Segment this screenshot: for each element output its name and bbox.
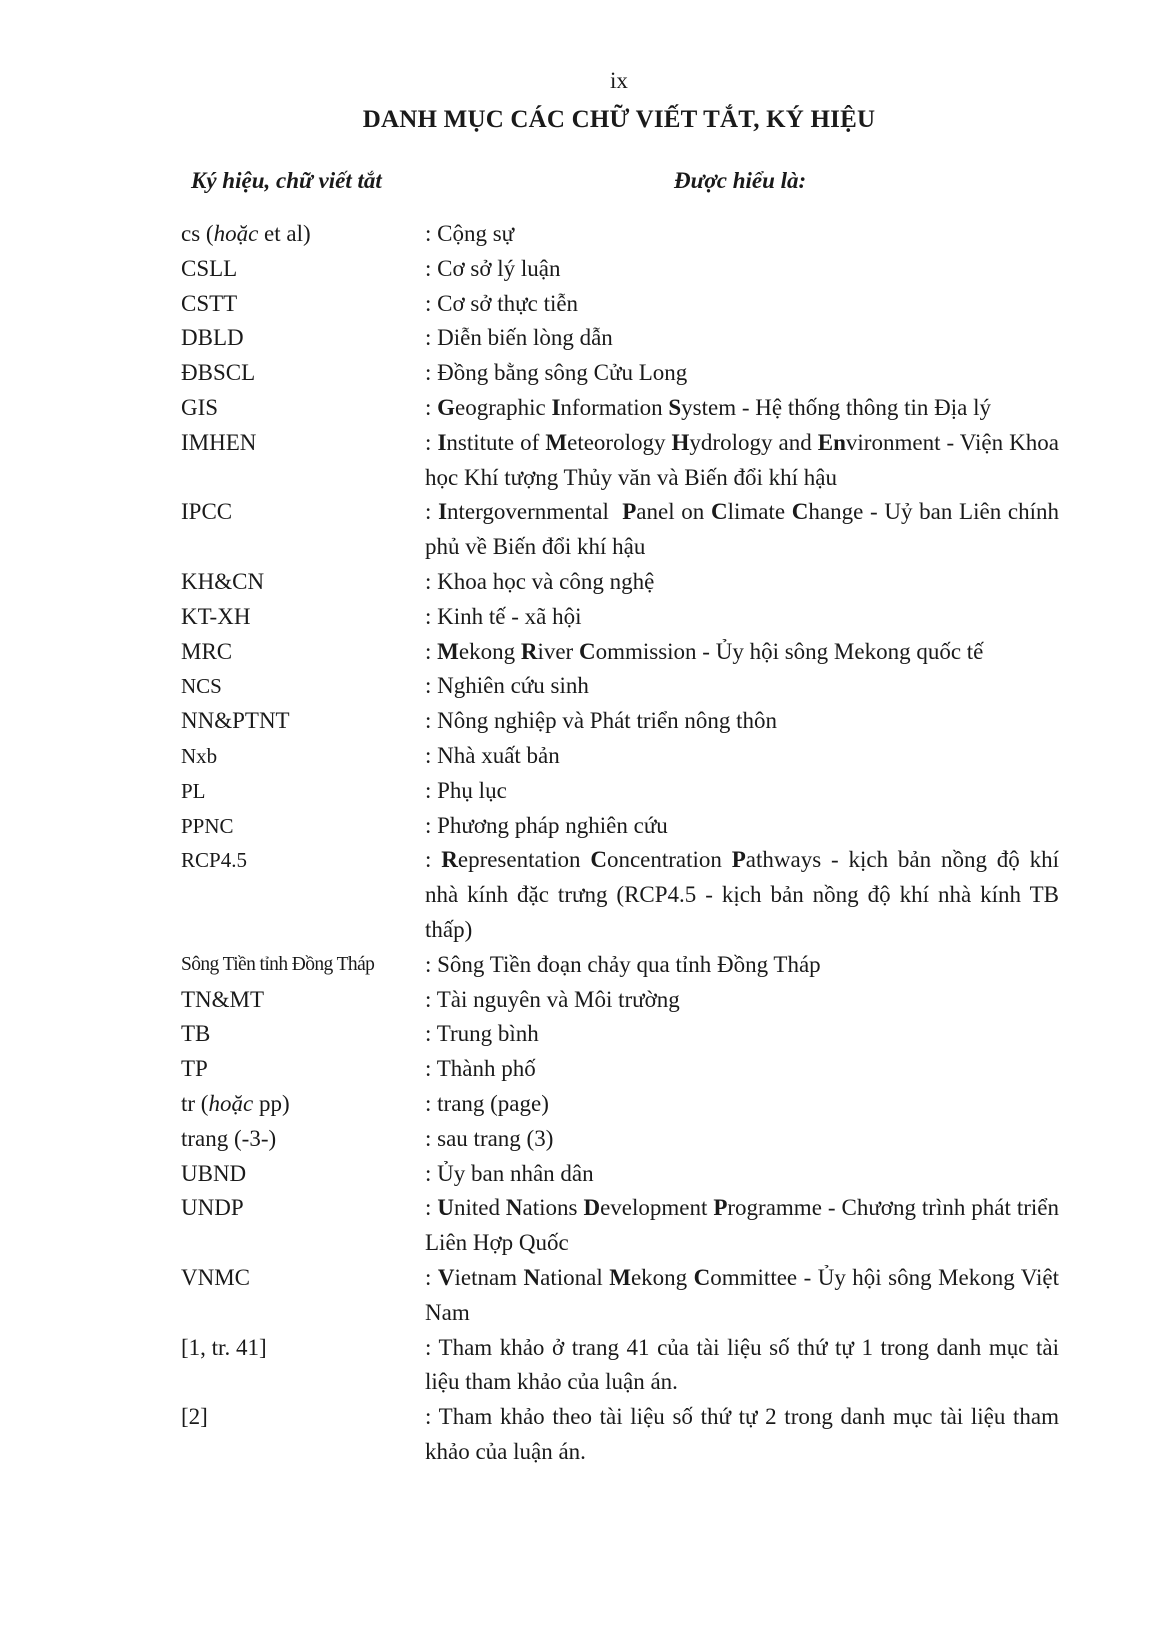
abbreviation-meaning: : Cơ sở lý luận [425, 255, 561, 281]
abbreviation-meaning: : Nghiên cứu sinh [425, 673, 589, 699]
list-item [181, 287, 1059, 322]
abbreviation-meaning: : Tham khảo theo tài liệu số thứ tự 2 trong danh mục tài liệu tham khảo của luận án. [425, 1404, 1059, 1464]
abbreviation-meaning: : sau trang (3) [425, 1125, 554, 1151]
abbreviation-meaning: : Diễn biến lòng dẫn [425, 325, 613, 351]
abbreviation: NN&PTNT [181, 708, 290, 734]
abbreviation: PPNC [181, 813, 234, 838]
abbreviation-meaning: : Cộng sự [425, 221, 515, 246]
abbreviation: KT-XH [181, 603, 251, 629]
abbreviation: MRC [181, 638, 233, 664]
list-item [181, 217, 1059, 252]
abbreviation-meaning: : Phương pháp nghiên cứu [425, 812, 668, 838]
abbreviation: TP [181, 1056, 208, 1082]
abbreviation-meaning: : Sông Tiền đoạn chảy qua tỉnh Đồng Tháp [425, 951, 821, 977]
abbreviation-meaning: : Thành phố [425, 1056, 536, 1082]
list-item [181, 565, 1059, 600]
abbreviation-meaning: : Nhà xuất bản [425, 742, 560, 768]
abbreviation: UNDP [181, 1195, 244, 1221]
abbreviation-meaning: : Representation Concentration Pathways - kịch bản nồng độ khí nhà kính đặc trưng (RCP4.5 - kịch bản nồng độ khí nhà kính TB thấp) [425, 847, 1060, 942]
abbreviation-meaning: : Phụ lục [425, 777, 507, 803]
abbreviation: NCS [181, 674, 222, 699]
abbreviation: CSTT [181, 290, 238, 316]
abbreviation: PL [181, 778, 206, 803]
page-title: DANH MỤC CÁC CHỮ VIẾT TẮT, KÝ HIỆU [362, 106, 876, 133]
list-item [181, 1017, 1059, 1052]
list-item [181, 1261, 1059, 1331]
list-item [181, 391, 1059, 426]
list-item [181, 635, 1059, 670]
abbreviation: IMHEN [181, 429, 257, 455]
list-item [181, 321, 1059, 356]
list-item [181, 739, 1059, 774]
abbreviation: GIS [181, 394, 219, 420]
abbreviation-meaning: : Institute of Meteorology Hydrology and Environment - Viện Khoa học Khí tượng Thủy văn và Biến đổi khí hậu [425, 429, 1060, 490]
abbreviation: cs (hoặc et al) [181, 221, 311, 246]
list-item [181, 1122, 1059, 1157]
list-item [181, 1331, 1059, 1401]
list-item [181, 252, 1059, 287]
abbreviation-meaning: : United Nations Development Programme - Chương trình phát triển Liên Hợp Quốc [425, 1195, 1059, 1256]
abbreviation-meaning: : Cơ sở thực tiễn [425, 290, 579, 316]
column-header-abbreviation: Ký hiệu, chữ viết tắt [191, 168, 382, 193]
list-item [181, 1400, 1059, 1470]
column-header-meaning: Được hiểu là: [674, 168, 807, 193]
abbreviation: trang (-3-) [181, 1125, 277, 1151]
abbreviation-meaning: : Intergovernmental Panel on Climate Change - Uỷ ban Liên chính phủ về Biến đổi khí hậu [425, 499, 1059, 560]
abbreviation-meaning: : Đồng bằng sông Cửu Long [425, 360, 688, 386]
list-item [181, 1087, 1059, 1122]
page-number: ix [610, 68, 628, 93]
list-item [181, 1191, 1059, 1261]
abbreviation-meaning: : Khoa học và công nghệ [425, 568, 655, 594]
abbreviation: IPCC [181, 499, 233, 525]
abbreviation-meaning: : Tham khảo ở trang 41 của tài liệu số thứ tự 1 trong danh mục tài liệu tham khảo của luận án. [425, 1334, 1059, 1395]
abbreviation: VNMC [181, 1264, 251, 1290]
list-item [181, 774, 1059, 809]
list-item [181, 600, 1059, 635]
abbreviation-meaning: : Geographic Information System - Hệ thống thông tin Địa lý [425, 394, 991, 420]
abbreviation-meaning: : Nông nghiệp và Phát triển nông thôn [425, 708, 777, 734]
abbreviation: DBLD [181, 325, 244, 351]
list-item [181, 704, 1059, 739]
list-item [181, 356, 1059, 391]
abbreviation-meaning: : Mekong River Commission - Ủy hội sông Mekong quốc tế [425, 638, 984, 664]
abbreviation: RCP4.5 [181, 848, 247, 873]
list-item [181, 983, 1059, 1018]
abbreviation: CSLL [181, 255, 238, 281]
abbreviation-meaning: : Kinh tế - xã hội [425, 603, 582, 629]
abbreviation: tr (hoặc pp) [181, 1090, 290, 1116]
abbreviation: [2] [181, 1404, 208, 1430]
abbreviation-meaning: : Vietnam National Mekong Committee - Ủy hội sông Mekong Việt Nam [425, 1264, 1059, 1325]
abbreviation: [1, tr. 41] [181, 1334, 267, 1360]
list-item [181, 495, 1059, 565]
list-item [181, 1052, 1059, 1087]
abbreviation: Nxb [181, 743, 218, 768]
abbreviation: KH&CN [181, 568, 265, 594]
list-item [181, 1157, 1059, 1192]
abbreviation: Sông Tiền tỉnh Đồng Tháp [181, 953, 375, 975]
abbreviation-meaning: : trang (page) [425, 1090, 549, 1116]
abbreviation: TN&MT [181, 986, 265, 1012]
abbreviation-meaning: : Ủy ban nhân dân [425, 1160, 594, 1186]
abbreviation-meaning: : Trung bình [425, 1021, 539, 1047]
abbreviation: TB [181, 1021, 211, 1047]
list-item [181, 809, 1059, 844]
abbreviation-meaning: : Tài nguyên và Môi trường [425, 986, 680, 1012]
abbreviation: ĐBSCL [181, 360, 256, 386]
list-item [181, 843, 1059, 947]
abbreviation-list [181, 217, 1059, 1470]
list-item [181, 426, 1059, 496]
abbreviation: UBND [181, 1160, 247, 1186]
list-item [181, 669, 1059, 704]
list-item [181, 948, 1059, 983]
